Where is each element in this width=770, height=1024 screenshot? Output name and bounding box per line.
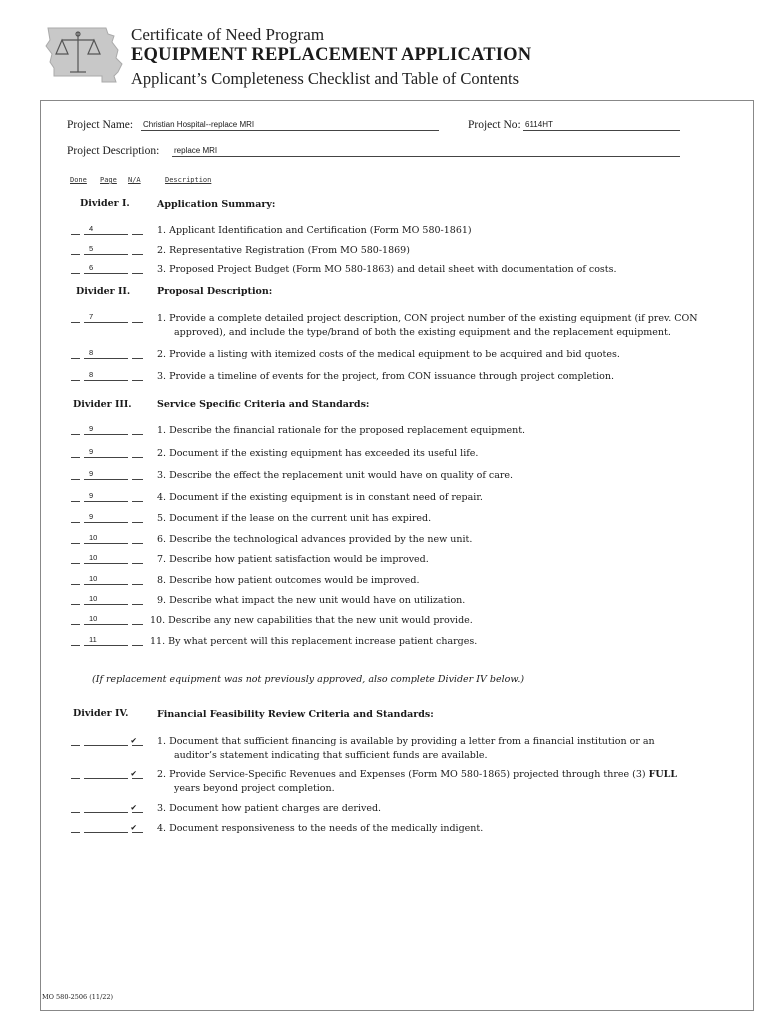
divider-2-label: Divider II. bbox=[76, 286, 131, 297]
col-na: N/A bbox=[128, 176, 141, 184]
page-number: 10 bbox=[89, 594, 98, 603]
project-no-field[interactable] bbox=[523, 117, 680, 131]
project-name-label: Project Name: bbox=[67, 119, 134, 131]
checklist-item: 1. Applicant Identification and Certification (Form MO 580-1861) bbox=[157, 225, 472, 236]
project-desc-field[interactable] bbox=[172, 143, 680, 157]
project-desc-label: Project Description: bbox=[67, 145, 160, 157]
checklist-blank[interactable] bbox=[71, 533, 143, 544]
checklist-blank[interactable] bbox=[71, 424, 143, 435]
checklist-item: 10. Describe any new capabilities that the new unit would provide. bbox=[150, 615, 473, 626]
checklist-blank[interactable] bbox=[71, 512, 143, 523]
divider-4-label: Divider IV. bbox=[73, 708, 129, 719]
checklist-blank[interactable] bbox=[71, 735, 143, 746]
checklist-blank[interactable] bbox=[71, 768, 143, 779]
checklist-item: 2. Provide a listing with itemized costs of the medical equipment to be acquired and bid quotes. bbox=[157, 349, 620, 360]
divider-3-title: Service Specific Criteria and Standards: bbox=[157, 399, 370, 410]
checklist-item: 2. Document if the existing equipment has exceeded its useful life. bbox=[157, 448, 479, 459]
checklist-blank[interactable] bbox=[71, 822, 143, 833]
check-mark-icon: ✔ bbox=[131, 736, 137, 746]
project-desc-value: replace MRI bbox=[174, 146, 218, 155]
page-number: 10 bbox=[89, 533, 98, 542]
project-name-value: Christian Hospital--replace MRI bbox=[143, 120, 255, 129]
checklist-blank[interactable] bbox=[71, 635, 143, 646]
checklist-item: 11. By what percent will this replacement increase patient charges. bbox=[150, 636, 478, 647]
divider-1-label: Divider I. bbox=[80, 198, 130, 209]
missouri-seal-logo bbox=[44, 24, 124, 86]
page-number: 7 bbox=[89, 312, 94, 321]
divider-4-note: (If replacement equipment was not previously approved, also complete Divider IV below.) bbox=[92, 674, 525, 685]
checklist-item: 1. Describe the financial rationale for the proposed replacement equipment. bbox=[157, 425, 526, 436]
checklist-blank[interactable] bbox=[71, 594, 143, 605]
checklist-item: 4. Document if the existing equipment is in constant need of repair. bbox=[157, 492, 483, 503]
checklist-blank[interactable] bbox=[71, 224, 143, 235]
project-no-value: 6114HT bbox=[525, 120, 553, 129]
item-line-continued: years beyond project completion. bbox=[174, 783, 335, 794]
checklist-item: 6. Describe the technological advances provided by the new unit. bbox=[157, 534, 473, 545]
form-number-footer: MO 580-2506 (11/22) bbox=[42, 993, 114, 1001]
checklist-blank[interactable] bbox=[71, 244, 143, 255]
page-number: 9 bbox=[89, 512, 94, 521]
page-number: 8 bbox=[89, 348, 94, 357]
divider-1-title: Application Summary: bbox=[157, 199, 276, 210]
page-number: 8 bbox=[89, 370, 94, 379]
item-line: 1. Document that sufficient financing is available by providing a letter from a financial institution or an bbox=[157, 736, 655, 747]
project-name-field[interactable] bbox=[141, 117, 439, 131]
page-number: 6 bbox=[89, 263, 94, 272]
checklist-item: 2. Representative Registration (From MO 580-1869) bbox=[157, 245, 410, 256]
divider-2-title: Proposal Description: bbox=[157, 286, 273, 297]
program-title: Certificate of Need Program bbox=[131, 25, 325, 44]
page-number: 10 bbox=[89, 614, 98, 623]
item-line: 2. Provide Service-Specific Revenues and Expenses (Form MO 580-1865) projected through three (3) bbox=[157, 769, 649, 780]
page-number: 9 bbox=[89, 491, 94, 500]
col-done: Done bbox=[70, 176, 87, 184]
checklist-blank[interactable] bbox=[71, 348, 143, 359]
checklist-blank[interactable] bbox=[71, 802, 143, 813]
check-mark-icon: ✔ bbox=[131, 769, 137, 779]
page-number: 4 bbox=[89, 224, 94, 233]
page-number: 10 bbox=[89, 553, 98, 562]
form-subtitle: Applicant’s Completeness Checklist and Table of Contents bbox=[131, 69, 520, 88]
item-line-continued: approved), and include the type/brand of both the existing equipment and the replacement equipment. bbox=[174, 327, 671, 338]
checklist-item bbox=[157, 735, 747, 763]
checklist-item: 3. Describe the effect the replacement unit would have on quality of care. bbox=[157, 470, 514, 481]
checklist-item: 5. Document if the lease on the current unit has expired. bbox=[157, 513, 432, 524]
item-line: 1. Provide a complete detailed project description, CON project number of the existing equipment (if prev. CON bbox=[157, 313, 698, 324]
page-number: 9 bbox=[89, 469, 94, 478]
checklist-blank[interactable] bbox=[71, 553, 143, 564]
page-number: 9 bbox=[89, 447, 94, 456]
form-title: EQUIPMENT REPLACEMENT APPLICATION bbox=[131, 45, 532, 65]
form-frame-bottom bbox=[40, 1010, 753, 1011]
checklist-item: 4. Document responsiveness to the needs of the medically indigent. bbox=[157, 823, 484, 834]
col-page: Page bbox=[100, 176, 117, 184]
check-mark-icon: ✔ bbox=[131, 803, 137, 813]
checklist-blank[interactable] bbox=[71, 263, 143, 274]
col-description: Description bbox=[165, 176, 212, 184]
check-mark-icon: ✔ bbox=[131, 823, 137, 833]
page-number: 5 bbox=[89, 244, 94, 253]
item-line-continued: auditor’s statement indicating that sufficient funds are available. bbox=[174, 750, 488, 761]
checklist-blank[interactable] bbox=[71, 491, 143, 502]
checklist-blank[interactable] bbox=[71, 312, 143, 323]
page-number: 9 bbox=[89, 424, 94, 433]
checklist-item: 3. Provide a timeline of events for the project, from CON issuance through project completion. bbox=[157, 371, 614, 382]
checklist-blank[interactable] bbox=[71, 370, 143, 381]
checklist-blank[interactable] bbox=[71, 447, 143, 458]
checklist-item: 7. Describe how patient satisfaction would be improved. bbox=[157, 554, 429, 565]
divider-3-label: Divider III. bbox=[73, 399, 132, 410]
item-bold-word: FULL bbox=[648, 769, 678, 780]
checklist-item: 8. Describe how patient outcomes would be improved. bbox=[157, 575, 420, 586]
project-no-label: Project No: bbox=[468, 119, 521, 131]
page-number: 11 bbox=[89, 635, 97, 644]
page-number: 10 bbox=[89, 574, 98, 583]
checklist-item: 9. Describe what impact the new unit would have on utilization. bbox=[157, 595, 466, 606]
checklist-item bbox=[157, 312, 747, 340]
checklist-blank[interactable] bbox=[71, 614, 143, 625]
checklist-blank[interactable] bbox=[71, 469, 143, 480]
checklist-blank[interactable] bbox=[71, 574, 143, 585]
checklist-item: 3. Proposed Project Budget (Form MO 580-1863) and detail sheet with documentation of costs. bbox=[157, 264, 617, 275]
checklist-item: 3. Document how patient charges are derived. bbox=[157, 803, 382, 814]
checklist-item bbox=[157, 768, 747, 796]
divider-4-title: Financial Feasibility Review Criteria and Standards: bbox=[157, 709, 434, 720]
